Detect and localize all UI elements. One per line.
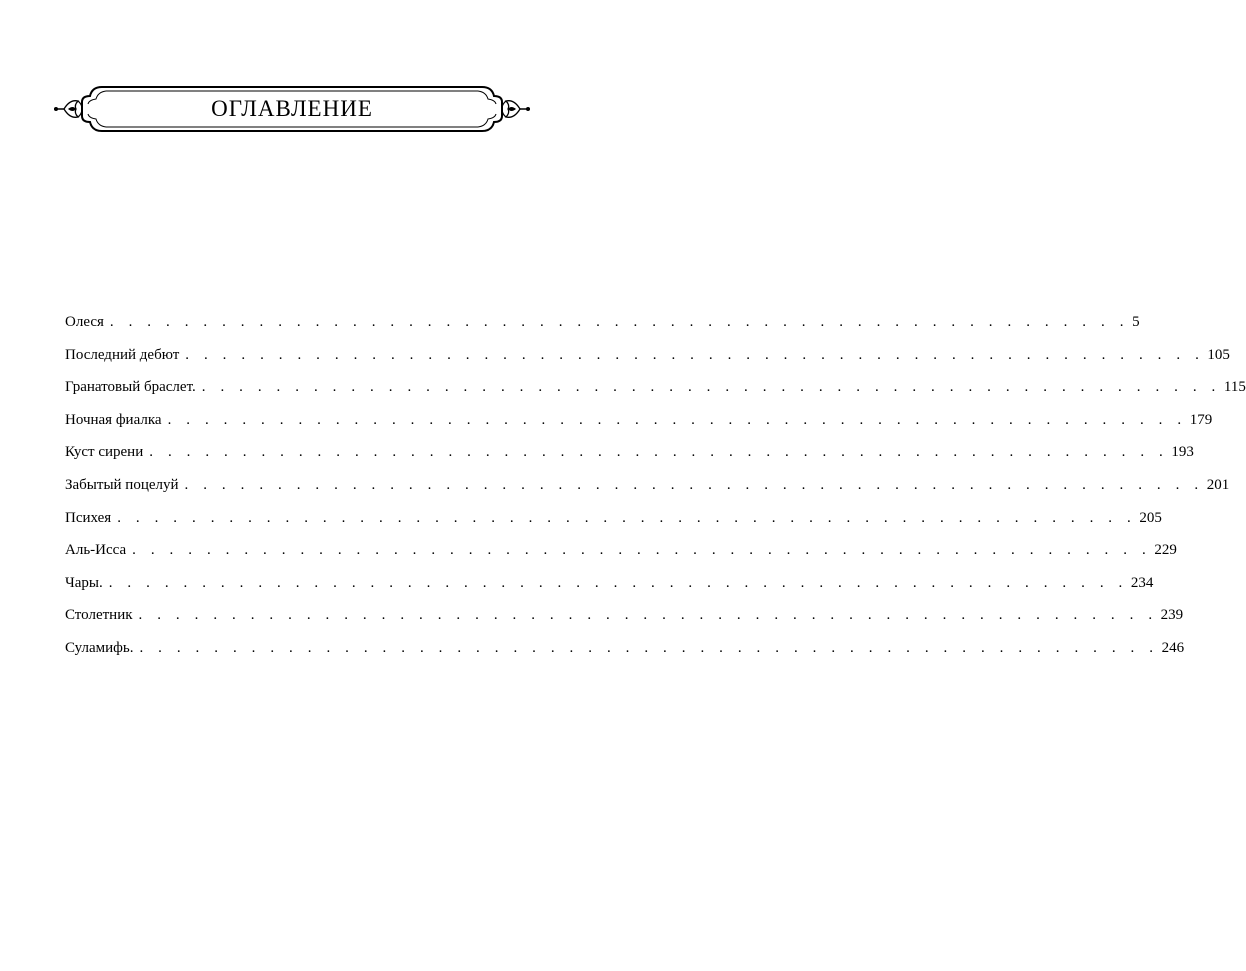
toc-entry[interactable] [65,314,1140,347]
toc-leader-dots: . . . . . . . . . . . . . . . . . . . . . . . . . . . . . . . . . . . . . . . . . . . . . . . . . . . . . . . [185,346,1205,363]
table-of-contents [65,314,1246,673]
toc-leader-dots: . . . . . . . . . . . . . . . . . . . . . . . . . . . . . . . . . . . . . . . . . . . . . . . . . . . . . . . [109,314,1130,330]
toc-entry[interactable] [65,476,1230,510]
toc-leader-dots: . . . . . . . . . . . . . . . . . . . . . . . . . . . . . . . . . . . . . . . . . . . . . . . . . . . . . . . [167,411,1187,428]
toc-entry[interactable] [65,411,1213,445]
toc-entry-title: Гранатовый браслет. [65,379,196,396]
toc-entry[interactable] [65,639,1185,673]
toc-entry-page: 229 [1154,542,1177,559]
toc-entry-title: Суламифь. [65,639,134,656]
page-title: ОГЛАВЛЕНИЕ [211,96,373,121]
toc-leader-dots: . . . . . . . . . . . . . . . . . . . . . . . . . . . . . . . . . . . . . . . . . . . . . . . . . . . . . . . [149,444,1169,461]
toc-leader-dots: . . . . . . . . . . . . . . . . . . . . . . . . . . . . . . . . . . . . . . . . . . . . . . . . . . . . . . . [108,574,1128,591]
toc-entry-page: 239 [1160,607,1184,624]
toc-leader-dots: . . . . . . . . . . . . . . . . . . . . . . . . . . . . . . . . . . . . . . . . . . . . . . . . . . . . . . . [132,542,1152,559]
toc-entry[interactable] [65,444,1194,477]
toc-entry-page: 105 [1207,346,1230,363]
toc-entry-title: Олеся [65,314,104,330]
toc-entry-title: Ночная фиалка [65,411,162,428]
toc-entry[interactable] [65,346,1230,380]
toc-entry[interactable] [65,542,1177,575]
toc-leader-dots: . . . . . . . . . . . . . . . . . . . . . . . . . . . . . . . . . . . . . . . . . . . . . . . . . . . . . . . [117,509,1137,526]
toc-entry-title: Психея [65,509,112,526]
toc-entry-page: 205 [1139,509,1162,526]
toc-entry-page: 115 [1223,379,1246,396]
toc-entry-page: 234 [1130,574,1154,591]
toc-entry-page: 5 [1132,314,1140,330]
toc-leader-dots: . . . . . . . . . . . . . . . . . . . . . . . . . . . . . . . . . . . . . . . . . . . . . . . . . . . . . . . [138,607,1158,624]
toc-leader-dots: . . . . . . . . . . . . . . . . . . . . . . . . . . . . . . . . . . . . . . . . . . . . . . . . . . . . . . . [201,379,1221,396]
toc-entry-title: Куст сирени [65,444,144,461]
toc-leader-dots: . . . . . . . . . . . . . . . . . . . . . . . . . . . . . . . . . . . . . . . . . . . . . . . . . . . . . . . [139,639,1159,656]
toc-entry-page: 201 [1206,476,1230,493]
toc-entry-page: 193 [1171,444,1194,461]
toc-leader-dots: . . . . . . . . . . . . . . . . . . . . . . . . . . . . . . . . . . . . . . . . . . . . . . . . . . . . . . . [184,476,1204,493]
toc-entry[interactable] [65,379,1246,412]
toc-entry-title: Аль-Исса [65,542,127,559]
toc-entry-title: Забытый поцелуй [65,476,179,493]
toc-entry-title: Столетник [65,607,133,624]
toc-entry[interactable] [65,607,1184,640]
toc-entry[interactable] [65,574,1154,608]
toc-entry-title: Чары. [65,574,103,591]
chapter-header [62,86,522,132]
toc-entry-title: Последний дебют [65,346,180,363]
toc-entry-page: 179 [1189,411,1213,428]
toc-entry-page: 246 [1161,639,1185,656]
toc-entry[interactable] [65,509,1162,543]
